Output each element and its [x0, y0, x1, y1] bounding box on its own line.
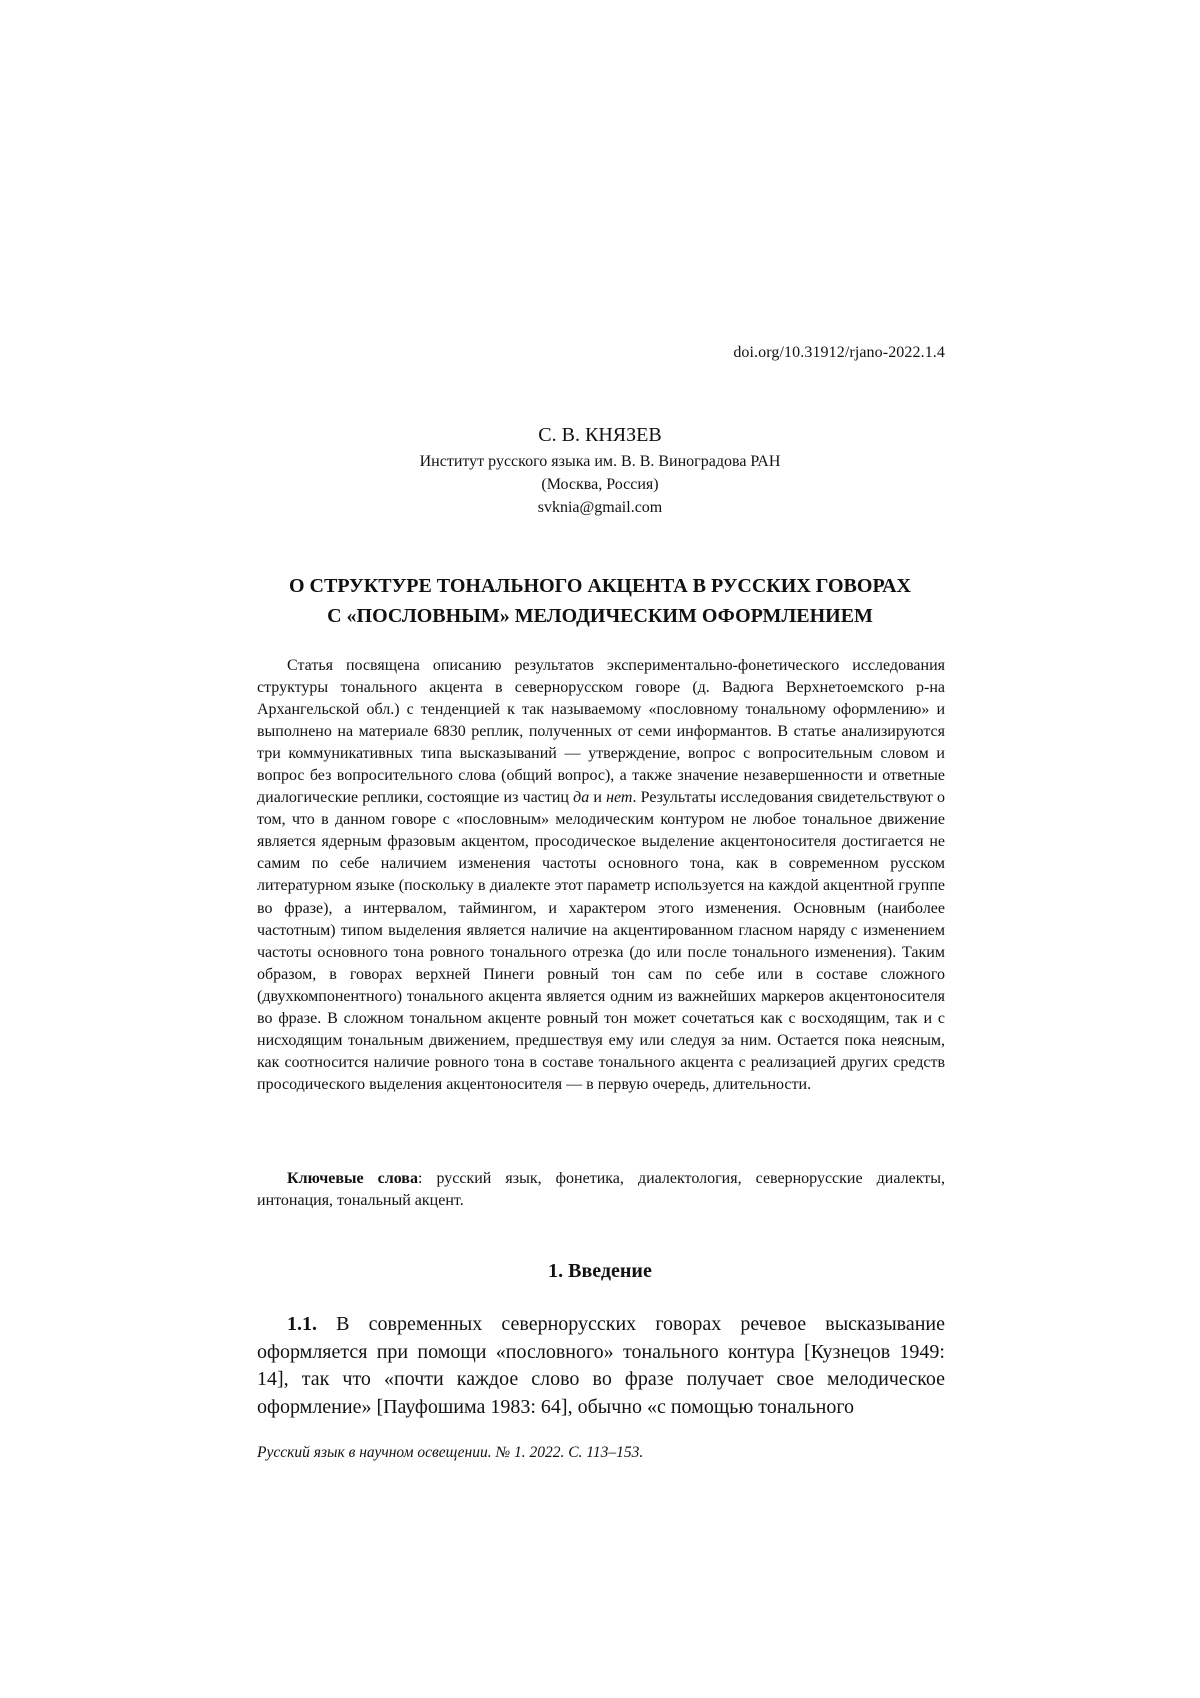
doi-link[interactable]: doi.org/10.31912/rjano-2022.1.4	[733, 344, 945, 361]
paragraph-number: 1.1.	[287, 1313, 317, 1335]
keywords-label: Ключевые слова	[287, 1170, 418, 1187]
author-block	[0, 420, 1200, 519]
keywords-text: : русский язык, фонетика, диалектология, севернорусские диалекты, интонация, тональный акцент.	[257, 1170, 945, 1209]
body-paragraph	[257, 1311, 945, 1421]
abstract-part-1: Статья посвящена описанию результатов экспериментально-фонетического исследования структуры тонального акцента в севернорусском говоре (д. Вадюга Верхнетоемского р-на Архангельской обл.) с тенденцией к так называемому «пословному тональному оформлению» и выполнено на материале 6830 реплик, полученных от семи информантов. В статье анализируются три коммуникативных типа высказываний — утверждение, вопрос с вопросительным словом и вопрос без вопросительного слова (общий вопрос), а также значение незавершенности и ответные диалогические реплики, состоящие из частиц	[257, 657, 945, 807]
title-line-1: О СТРУКТУРЕ ТОНАЛЬНОГО АКЦЕНТА В РУССКИХ ГОВОРАХ	[288, 575, 911, 597]
abstract-particle-net: нет	[606, 789, 633, 807]
abstract-part-2: . Результаты исследования свидетельствуют о том, что в данном говоре с «пословным» мелодическим контуром не любое тональное движение является ядерным фразовым акцентом, просодическое выделение акцентоносителя достигается не самим по себе наличием изменения частоты основного тона, как в современном русском литературном языке (поскольку в диалекте этот параметр используется на каждой акцентной группе во фразе), а интервалом, таймингом, и характером этого изменения. Основным (наиболее частотным) типом выделения является наличие на акцентированном гласном наряду с изменением частоты основного тона ровного тонального отрезка (до или после тонального изменения). Таким образом, в говорах верхней Пинеги ровный тон сам по себе или в составе сложного (двухкомпонентного) тонального акцента является одним из важнейших маркеров акцентоносителя во фразе. В сложном тональном акценте ровный тон может сочетаться как с восходящим, так и с нисходящим тональным движением, предшествуя ему или следуя за ним. Остается пока неясным, как соотносится наличие ровного тона в составе тонального акцента с реализацией других средств просодического выделения акцентоносителя — в первую очередь, длительности.	[257, 789, 946, 1093]
author-email[interactable]: svknia@gmail.com	[537, 499, 663, 516]
author-institution: Институт русского языка им. В. В. Виноградова РАН	[419, 453, 781, 470]
keywords	[257, 1168, 945, 1212]
section-heading-introduction: 1. Введение	[548, 1260, 652, 1282]
abstract-conjunction: и	[589, 789, 607, 807]
paper-title	[0, 571, 1200, 631]
author-name: С. В. КНЯЗЕВ	[538, 424, 662, 446]
author-location: (Москва, Россия)	[541, 476, 659, 493]
paragraph-text: В современных севернорусских говорах речевое высказывание оформляется при помощи «пословного» тонального контура [Кузнецов 1949: 14], так что «почти каждое слово во фразе получает свое мелодическое оформление» [Пауфошима 1983: 64], обычно «с помощью тонального	[257, 1313, 945, 1418]
abstract	[257, 655, 945, 1096]
title-line-2: С «ПОСЛОВНЫМ» МЕЛОДИЧЕСКИМ ОФОРМЛЕНИЕМ	[327, 605, 873, 627]
abstract-particle-da: да	[573, 789, 590, 807]
journal-footer: Русский язык в научном освещении. № 1. 2022. С. 113–153.	[257, 1444, 644, 1461]
